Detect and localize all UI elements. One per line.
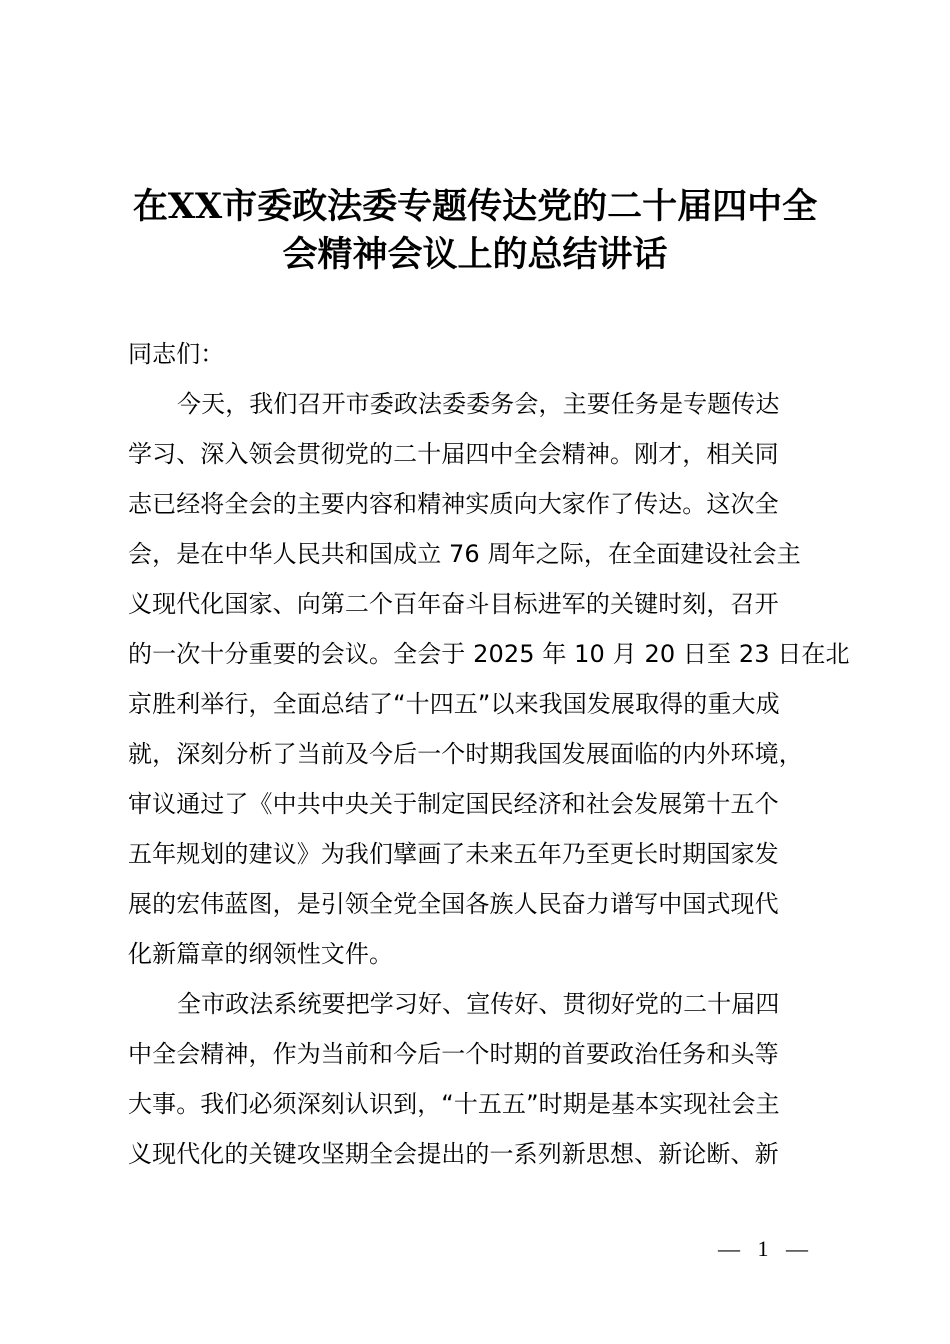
page-number: — 1 — bbox=[718, 1236, 814, 1261]
paragraph-line: 义现代化国家、向第二个百年奋斗目标进军的关键时刻，召开 bbox=[128, 590, 779, 618]
paragraph-line: 今天，我们召开市委政法委委务会，主要任务是专题传达 bbox=[177, 390, 780, 418]
salutation: 同志们： bbox=[128, 340, 225, 368]
document-title-line-1: 在XX市委政法委专题传达党的二十届四中全 bbox=[132, 186, 818, 227]
paragraph-line: 展的宏伟蓝图，是引领全党全国各族人民奋力谱写中国式现代 bbox=[128, 890, 779, 918]
paragraph-line: 就，深刻分析了当前及今后一个时期我国发展面临的内外环境， bbox=[128, 740, 803, 768]
paragraph-line: 京胜利举行，全面总结了“十四五”以来我国发展取得的重大成 bbox=[128, 690, 780, 718]
paragraph-line: 中全会精神，作为当前和今后一个时期的首要政治任务和头等 bbox=[128, 1040, 779, 1068]
document-title-line-2: 会精神会议上的总结讲话 bbox=[282, 234, 668, 275]
paragraph-line: 审议通过了《中共中央关于制定国民经济和社会发展第十五个 bbox=[128, 790, 779, 818]
paragraph-line: 的一次十分重要的会议。全会于 2025 年 10 月 20 日至 23 日在北 bbox=[128, 640, 850, 668]
paragraph-line: 志已经将全会的主要内容和精神实质向大家作了传达。这次全 bbox=[128, 490, 779, 518]
document-body bbox=[128, 336, 850, 1186]
paragraph-line: 学习、深入领会贯彻党的二十届四中全会精神。刚才，相关同 bbox=[128, 440, 779, 468]
paragraph-line: 五年规划的建议》为我们擘画了未来五年乃至更长时期国家发 bbox=[128, 840, 779, 868]
paragraph-line: 化新篇章的纲领性文件。 bbox=[128, 940, 394, 968]
paragraph bbox=[128, 986, 838, 1186]
paragraph-line: 全市政法系统要把学习好、宣传好、贯彻好党的二十届四 bbox=[177, 990, 780, 1018]
paragraph-line: 会，是在中华人民共和国成立 76 周年之际，在全面建设社会主 bbox=[128, 540, 801, 568]
paragraph bbox=[128, 386, 850, 986]
paragraph-line: 大事。我们必须深刻认识到，“十五五”时期是基本实现社会主 bbox=[128, 1090, 780, 1118]
paragraph-line: 义现代化的关键攻坚期全会提出的一系列新思想、新论断、新 bbox=[128, 1140, 779, 1168]
